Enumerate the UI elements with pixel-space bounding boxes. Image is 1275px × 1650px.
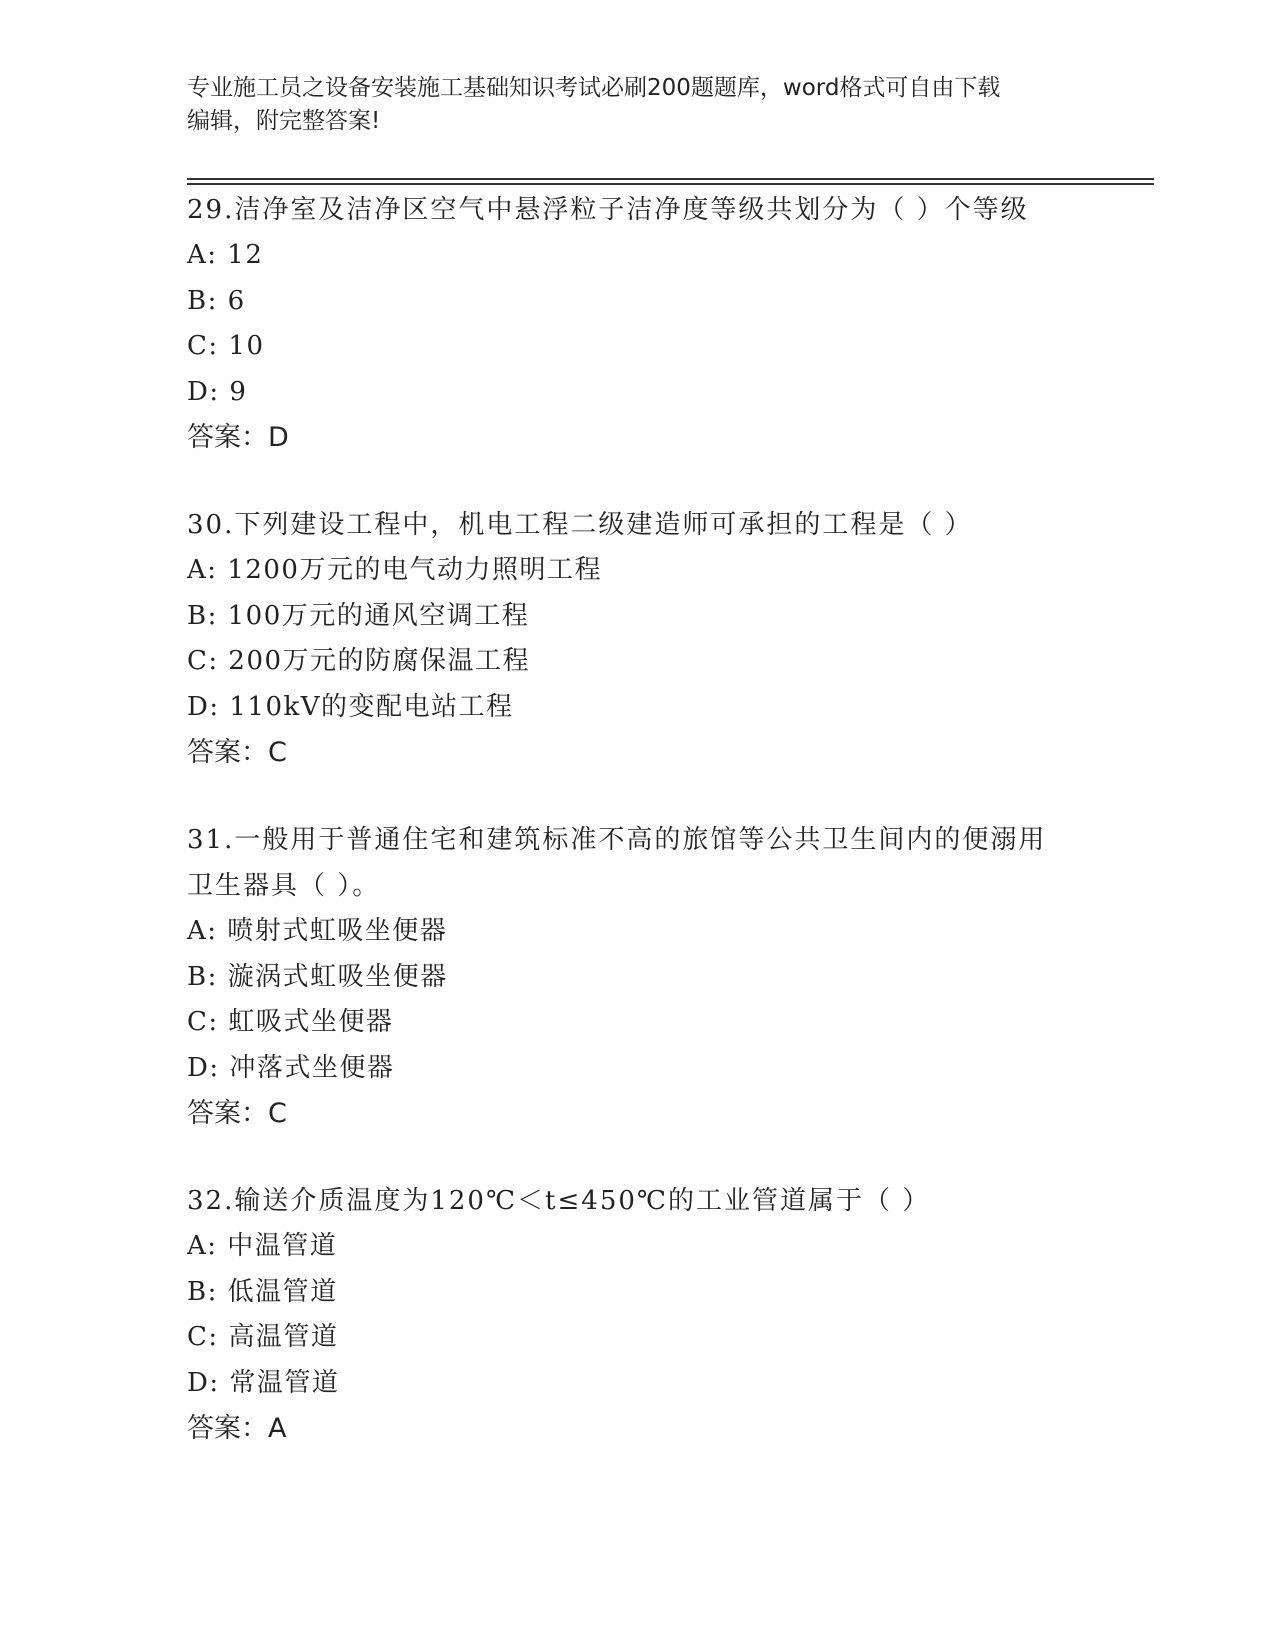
- answer-line: 答案：C: [187, 737, 287, 768]
- question-stem-line: 31.一般用于普通住宅和建筑标准不高的旅馆等公共卫生间内的便溺用: [187, 825, 1047, 855]
- question-stem-line: 30.下列建设工程中，机电工程二级建造师可承担的工程是（ ）: [187, 510, 973, 540]
- header-line-2: 编辑，附完整答案!: [187, 108, 381, 134]
- option-c: C: 虹吸式坐便器: [187, 1007, 394, 1037]
- option-c: C: 10: [187, 331, 265, 361]
- header-divider-top: [187, 178, 1154, 180]
- option-a: A: 1200万元的电气动力照明工程: [187, 555, 602, 585]
- answer-line: 答案：A: [187, 1413, 287, 1444]
- option-b: B: 低温管道: [187, 1276, 338, 1307]
- option-d: D: 110kV的变配电站工程: [187, 691, 514, 722]
- question-list: [187, 187, 1087, 1493]
- question-32: [187, 1178, 1087, 1451]
- header-divider-bottom: [187, 183, 1154, 185]
- option-b: B: 漩涡式虹吸坐便器: [187, 961, 448, 992]
- question-stem-line: 32.输送介质温度为120℃＜t≤450℃的工业管道属于（ ）: [187, 1186, 931, 1216]
- option-a: A: 中温管道: [187, 1231, 338, 1261]
- option-b: B: 100万元的通风空调工程: [187, 600, 530, 631]
- option-d: D: 常温管道: [187, 1367, 340, 1398]
- question-stem-line: 29.洁净室及洁净区空气中悬浮粒子洁净度等级共划分为（ ）个等级: [187, 195, 1029, 225]
- question-stem: [187, 817, 1087, 909]
- option-a: A: 喷射式虹吸坐便器: [187, 916, 448, 946]
- answer-line: 答案：D: [187, 422, 289, 453]
- question-stem: [187, 1178, 1087, 1224]
- header-line-1: 专业施工员之设备安装施工基础知识考试必刷200题题库，word格式可自由下载: [187, 75, 1001, 101]
- option-a: A: 12: [187, 240, 264, 270]
- answer-line: 答案：C: [187, 1098, 287, 1129]
- option-c: C: 高温管道: [187, 1322, 339, 1352]
- question-30: [187, 502, 1087, 775]
- question-stem-line: 卫生器具（ ）。: [187, 871, 381, 901]
- document-header: [187, 72, 1087, 138]
- option-b: B: 6: [187, 285, 246, 316]
- question-31: [187, 817, 1087, 1136]
- question-stem: [187, 502, 1087, 548]
- option-d: D: 9: [187, 376, 248, 407]
- question-stem: [187, 187, 1087, 233]
- option-c: C: 200万元的防腐保温工程: [187, 646, 531, 676]
- option-d: D: 冲落式坐便器: [187, 1052, 395, 1083]
- question-29: [187, 187, 1087, 460]
